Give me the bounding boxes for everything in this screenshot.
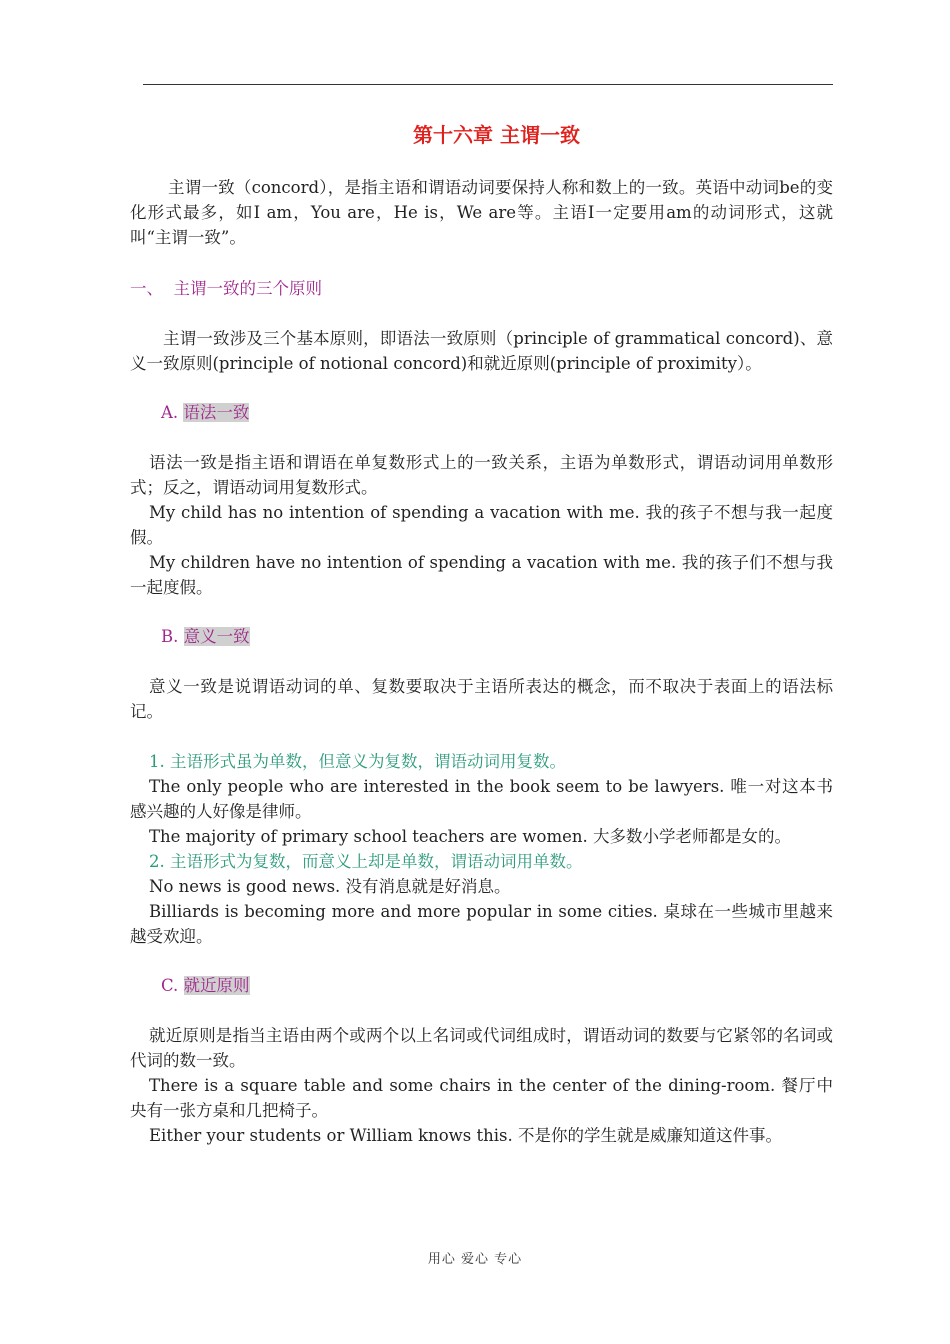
header-rule — [143, 84, 833, 85]
subheading-title: 意义一致 — [183, 627, 250, 646]
subheading-letter: B. — [161, 627, 179, 646]
page-footer: 用心 爱心 专心 — [427, 1252, 523, 1267]
example-sentence: There is a square table and some chairs in the center of the dining-room. 餐厅中央有一张方桌和几把椅子。 — [130, 1076, 833, 1120]
subheading-letter: C. — [161, 976, 179, 995]
intro-paragraph: 主谓一致（concord），是指主语和谓语动词要保持人称和数上的一致。英语中动词be的变化形式最多，如I am，You are，He is，We are等。主语I一定要用am的动词形式，这就叫“主谓一致”。 — [130, 178, 833, 247]
proximity-paragraph: 就近原则是指当主语由两个或两个以上名词或代词组成时，谓语动词的数要与它紧邻的名词或代词的数一致。 — [130, 1026, 833, 1070]
subheading-title: 就近原则 — [183, 976, 250, 995]
notional-concord-paragraph: 意义一致是说谓语动词的单、复数要取决于主语所表达的概念，而不取决于表面上的语法标记。 — [130, 677, 833, 721]
subheading-b — [130, 624, 833, 649]
chapter-title: 第十六章 主谓一致 — [413, 123, 580, 147]
subheading-letter: A. — [161, 403, 179, 422]
document-body — [130, 120, 833, 1148]
example-sentence: The majority of primary school teachers are women. 大多数小学老师都是女的。 — [149, 827, 791, 846]
subheading-title: 语法一致 — [183, 403, 250, 422]
rule-item: 1. 主语形式虽为单数，但意义为复数，谓语动词用复数。 — [149, 752, 566, 771]
section-paragraph: 主谓一致涉及三个基本原则，即语法一致原则（principle of grammatical concord)、意义一致原则(principle of notional concord)和就近原则(principle of proximity）。 — [130, 329, 833, 373]
section-heading — [130, 276, 833, 301]
example-sentence: My child has no intention of spending a vacation with me. 我的孩子不想与我一起度假。 — [130, 503, 833, 547]
example-sentence: The only people who are interested in the book seem to be lawyers. 唯一对这本书感兴趣的人好像是律师。 — [130, 777, 833, 821]
section-title: 主谓一致的三个原则 — [173, 279, 322, 298]
example-sentence: No news is good news. 没有消息就是好消息。 — [149, 877, 511, 896]
example-sentence: Either your students or William knows this. 不是你的学生就是威廉知道这件事。 — [149, 1126, 782, 1145]
grammatical-concord-paragraph: 语法一致是指主语和谓语在单复数形式上的一致关系，主语为单数形式，谓语动词用单数形式；反之，谓语动词用复数形式。 — [130, 453, 833, 497]
example-sentence: Billiards is becoming more and more popular in some cities. 桌球在一些城市里越来越受欢迎。 — [130, 902, 833, 946]
subheading-a — [130, 400, 833, 425]
example-sentence: My children have no intention of spending a vacation with me. 我的孩子们不想与我一起度假。 — [130, 553, 833, 597]
section-number: 一、 — [130, 279, 163, 298]
subheading-c — [130, 973, 833, 998]
rule-item: 2. 主语形式为复数，而意义上却是单数，谓语动词用单数。 — [149, 852, 583, 871]
